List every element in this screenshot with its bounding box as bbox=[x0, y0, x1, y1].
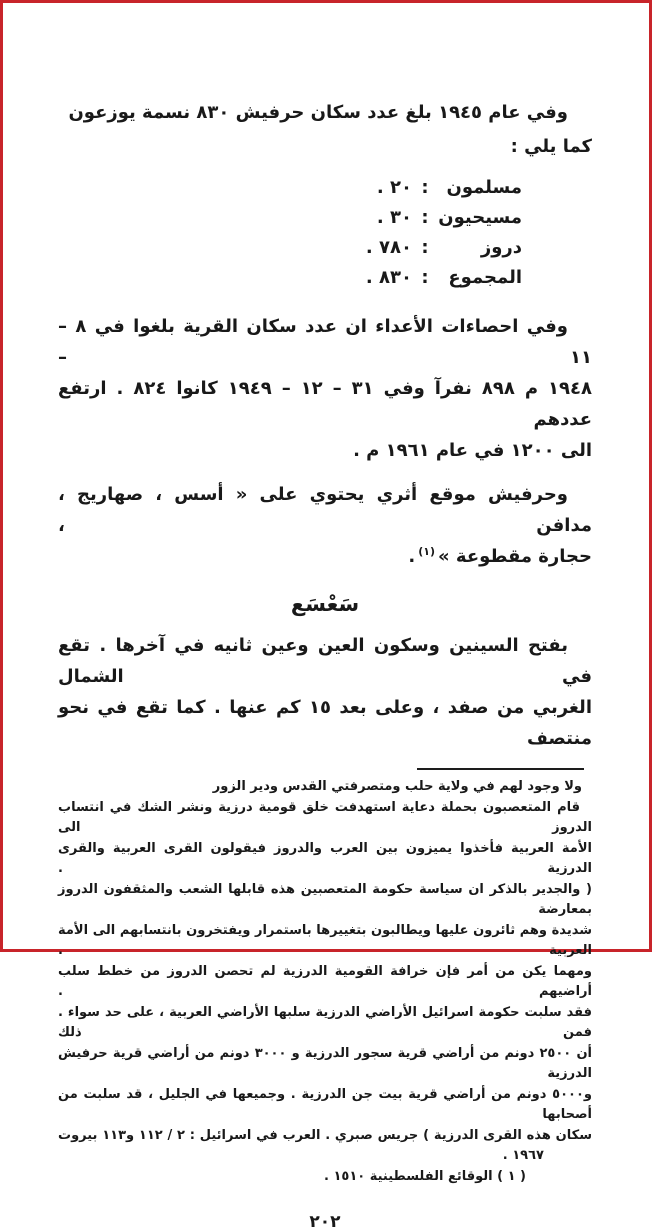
para-enemy-census bbox=[58, 311, 592, 466]
footnote-line: سكان هذه القرى الدرزية ) جريس صبري . العرب في اسرائيل : ٢ / ١١٢ و١١٣ بيروت bbox=[58, 1127, 592, 1143]
list-label: دروز bbox=[480, 237, 522, 258]
footnote-line: الأمة العربية فأخذوا يميزون بين العرب والدروز فيقولون القرى العربية والقرى الدرزية . bbox=[58, 840, 592, 876]
sasa-line: بفتح السينين وسكون العين وعين ثانيه في آخرها . تقع في الشمال bbox=[58, 635, 592, 687]
list-row-muslims bbox=[58, 177, 522, 207]
footnote-1: ( ١ ) الوقائع الفلسطينية ١٥١٠ . bbox=[323, 1168, 526, 1184]
para-archaeological-site bbox=[58, 479, 592, 572]
list-label: مسلمون bbox=[446, 177, 522, 198]
para-sasa-description bbox=[58, 630, 592, 754]
census-line: وفي احصاءات الأعداء ان عدد سكان القرية بلغوا في ٨ – ١١ – bbox=[58, 316, 592, 368]
list-row-christians bbox=[58, 207, 522, 237]
para-population-intro: وفي عام ١٩٤٥ بلغ عدد سكان حرفيش ٨٣٠ نسمة يوزعون كما يلي : bbox=[68, 102, 592, 157]
footnote-line: ( والجدير بالذكر ان سياسة حكومة المتعصبين هذه قابلها الشعب والمثقفون الدروز بمعارضة bbox=[58, 881, 592, 917]
footnote-line: قام المتعصبون بحملة دعاية استهدفت خلق قومية درزية ونشر الشك في انتساب الدروز الى bbox=[58, 799, 592, 835]
footnote-line: ومهما يكن من أمر فإن خرافة القومية الدرزية لم تحصن الدروز من خطط سلب أراضيهم . bbox=[58, 963, 592, 999]
list-label: المجموع bbox=[448, 267, 522, 288]
list-colon: : bbox=[421, 177, 429, 198]
footnote-line: أن ٢٥٠٠ دونم من أراضي قرية سجور الدرزية و ٣٠٠٠ دونم من أراضي قرية حرفيش الدرزية bbox=[58, 1045, 592, 1081]
footnote-separator-rule bbox=[417, 768, 584, 770]
page-number: ٢٠٢ bbox=[309, 1212, 341, 1232]
list-value: ٣٠ . bbox=[376, 207, 412, 228]
footnotes-block bbox=[58, 777, 592, 1187]
list-colon: : bbox=[421, 267, 429, 288]
list-value: ٨٣٠ . bbox=[365, 267, 412, 288]
list-row-total bbox=[58, 267, 522, 297]
list-colon: : bbox=[421, 237, 429, 258]
footnote-line: و٥٠٠٠ دونم من أراضي قرية بيت جن الدرزية . وجميعها في الجليل ، قد سلبت من أصحابها bbox=[58, 1086, 592, 1122]
footnote-line: شديدة وهم ثائرون عليها ويطالبون بتغييرها باستمرار ويفتخرون بانتسابهم الى الأمة العربية . bbox=[58, 922, 592, 958]
footnote-continuation: ولا وجود لهم في ولاية حلب ومتصرفتي القدس ودير الزور bbox=[212, 779, 582, 794]
list-value: ٢٠ . bbox=[376, 177, 412, 198]
census-line: ١٩٤٨ م ٨٩٨ نفرآ وفي ٣١ – ١٢ – ١٩٤٩ كانوا ٨٢٤ . ارتفع عددهم bbox=[58, 378, 592, 430]
footnote-druze-note bbox=[58, 798, 592, 1167]
site-line: وحرفيش موقع أثري يحتوي على « أسس ، صهاريج ، مدافن ، bbox=[58, 484, 592, 536]
footnote-reference-marker: (١) bbox=[418, 545, 436, 558]
list-colon: : bbox=[421, 207, 429, 228]
census-line: الى ١٢٠٠ في عام ١٩٦١ م . bbox=[353, 440, 592, 461]
footnote-line: ١٩٦٧ . bbox=[502, 1148, 544, 1163]
sasa-line: الغربي من صفد ، وعلى بعد ١٥ كم عنها . كما تقع في نحو منتصف bbox=[58, 697, 592, 749]
list-value: ٧٨٠ . bbox=[365, 237, 412, 258]
section-heading-sasa: سَعْسَع bbox=[290, 592, 360, 616]
footnote-line: فقد سلبت حكومة اسرائيل الأراضي الدرزية سلبها الأراضي العربية ، على حد سواء . فمن ذلك bbox=[58, 1004, 592, 1040]
population-list bbox=[58, 177, 522, 297]
site-line-period: . bbox=[408, 546, 416, 567]
site-line bbox=[58, 541, 592, 572]
list-label: مسيحيون bbox=[438, 207, 522, 228]
list-row-druze bbox=[58, 237, 522, 267]
site-line-text: حجارة مقطوعة » bbox=[438, 546, 592, 567]
